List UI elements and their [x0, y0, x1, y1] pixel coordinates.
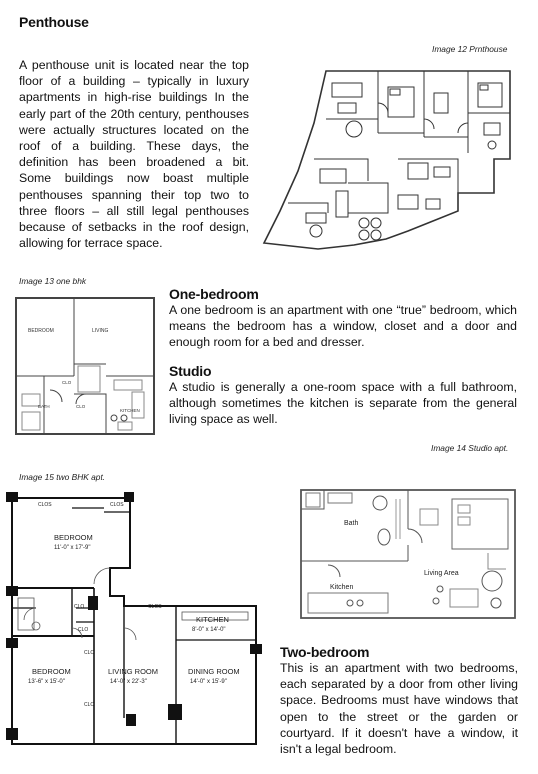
- two-bedroom-plan-living-name: LIVING ROOM: [108, 667, 159, 676]
- two-bedroom-heading: Two-bedroom: [280, 644, 370, 660]
- two-bedroom-description: This is an apartment with two bedrooms, each separated by a door from other living space. Bedrooms must have windows that open to the street or the garden or courtyard. If it doesn't have a window, it isn't a legal bedroom.: [280, 661, 518, 757]
- two-bedroom-plan-kitchen-name: KITCHEN: [196, 615, 229, 624]
- two-bedroom-floor-plan: [6, 488, 268, 754]
- one-bedroom-plan-living-label: LIVING: [92, 328, 109, 334]
- two-bedroom-plan-dining-name: DINING ROOM: [188, 667, 240, 676]
- one-bedroom-plan-bedroom-label: BEDROOM: [28, 328, 54, 334]
- two-bedroom-plan-clos2-label: CLOS: [110, 502, 124, 508]
- two-bedroom-plan-bedroom1-name: BEDROOM: [54, 533, 93, 542]
- studio-heading: Studio: [169, 363, 212, 379]
- two-bedroom-plan-bedroom2-dim: 13'-6" x 15'-0": [28, 679, 65, 685]
- one-bedroom-plan-kitchen-label: KITCHEN: [120, 408, 140, 413]
- two-bedroom-plan-living-dim: 14'-0" x 22'-3": [110, 679, 147, 685]
- one-bedroom-image-caption: Image 13 one bhk: [19, 276, 87, 286]
- studio-plan-living-area-label: Living Area: [424, 570, 459, 577]
- two-bedroom-plan-clo3-label: CLO: [84, 650, 95, 656]
- one-bedroom-plan-bath-label: BATH: [38, 404, 50, 409]
- studio-plan-kitchen-label: Kitchen: [330, 584, 354, 591]
- studio-floor-plan: [300, 489, 516, 619]
- penthouse-description: A penthouse unit is located near the top floor of a building – typically in luxury apartments in high-rise buildings In the early part of the 20th century, penthouses were actually structures located on the roof of a building. These days, the definition has been broadened a bit. Some buildings now boast multiple penthouses spanning their top two to three floors – all still legal penthouses because of setbacks in the roof design, allowing for terrace space.: [19, 58, 249, 251]
- penthouse-image-caption: Image 12 Prnthouse: [432, 44, 508, 54]
- one-bedroom-plan-clo2-label: CLO: [76, 404, 86, 409]
- studio-plan-bath-label: Bath: [344, 520, 359, 527]
- penthouse-heading: Penthouse: [19, 14, 89, 30]
- two-bedroom-plan-clos-label: CLOS: [38, 502, 52, 508]
- one-bedroom-plan-clo-label: CLO: [62, 380, 72, 385]
- two-bedroom-plan-clos3-label: CLOS: [148, 604, 162, 610]
- two-bedroom-plan-bedroom2-name: BEDROOM: [32, 667, 71, 676]
- two-bedroom-plan-dining-dim: 14'-0" x 15'-9": [190, 679, 227, 685]
- two-bedroom-plan-bedroom1-dim: 11'-0" x 17'-9": [54, 545, 91, 551]
- two-bedroom-plan-clo4-label: CLO: [84, 702, 95, 708]
- one-bedroom-description: A one bedroom is an apartment with one “true” bedroom, which means the bedroom has a window, closet and a door and enough room for a bed and dresser.: [169, 303, 517, 350]
- two-bedroom-plan-clo2-label: CLO: [78, 627, 89, 633]
- one-bedroom-heading: One-bedroom: [169, 286, 259, 302]
- two-bedroom-plan-kitchen-dim: 8'-0" x 14'-0": [192, 627, 226, 633]
- studio-image-caption: Image 14 Studio apt.: [431, 443, 509, 453]
- penthouse-floor-plan: [258, 63, 524, 253]
- two-bedroom-image-caption: Image 15 two BHK apt.: [19, 472, 106, 482]
- studio-description: A studio is generally a one-room space with a full bathroom, although sometimes the kitchen is separate from the general living space as well.: [169, 380, 517, 427]
- one-bedroom-floor-plan: [14, 294, 156, 438]
- two-bedroom-plan-clo1-label: CLO: [74, 604, 85, 610]
